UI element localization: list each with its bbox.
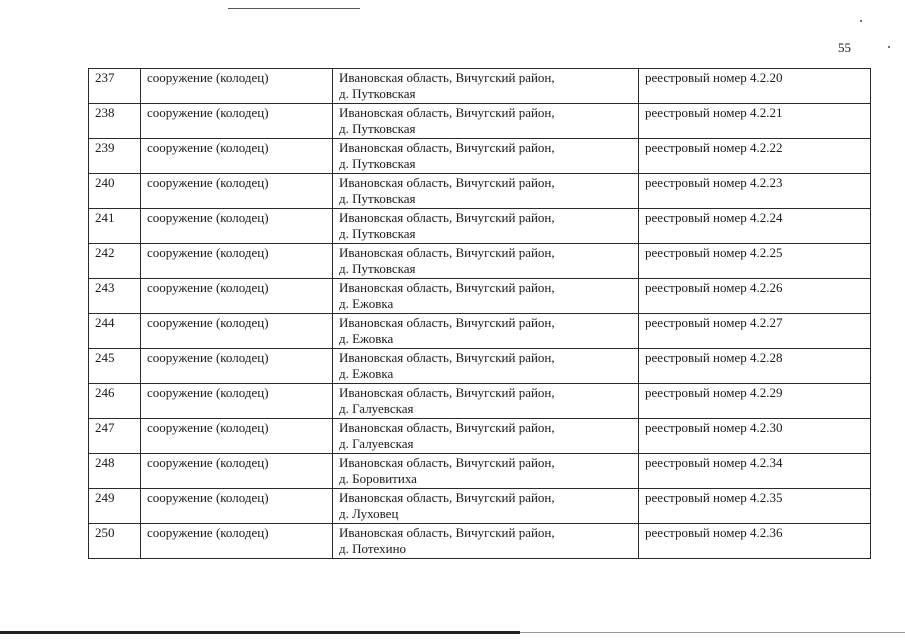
table-row: [89, 244, 871, 279]
address-line-settlement: д. Путковская: [339, 191, 416, 206]
row-number-cell: 240: [89, 174, 141, 209]
row-number-cell: 248: [89, 454, 141, 489]
object-type-cell: сооружение (колодец): [141, 524, 333, 559]
registry-number-cell: реестровый номер 4.2.36: [639, 524, 871, 559]
address-line-region: Ивановская область, Вичугский район,: [339, 350, 555, 365]
registry-number-cell: реестровый номер 4.2.30: [639, 419, 871, 454]
address-line-settlement: д. Галуевская: [339, 436, 414, 451]
object-type-cell: сооружение (колодец): [141, 244, 333, 279]
registry-number-cell: реестровый номер 4.2.25: [639, 244, 871, 279]
address-cell: [333, 524, 639, 559]
registry-number-cell: реестровый номер 4.2.24: [639, 209, 871, 244]
address-line-region: Ивановская область, Вичугский район,: [339, 490, 555, 505]
object-type-cell: сооружение (колодец): [141, 454, 333, 489]
registry-number-cell: реестровый номер 4.2.26: [639, 279, 871, 314]
object-type-cell: сооружение (колодец): [141, 69, 333, 104]
row-number-cell: 244: [89, 314, 141, 349]
registry-number-cell: реестровый номер 4.2.22: [639, 139, 871, 174]
address-line-region: Ивановская область, Вичугский район,: [339, 385, 555, 400]
registry-number-cell: реестровый номер 4.2.23: [639, 174, 871, 209]
table-row: [89, 349, 871, 384]
address-line-region: Ивановская область, Вичугский район,: [339, 315, 555, 330]
bottom-scan-rule: [0, 631, 520, 634]
address-line-settlement: д. Ежовка: [339, 296, 394, 311]
address-line-region: Ивановская область, Вичугский район,: [339, 420, 555, 435]
row-number-cell: 239: [89, 139, 141, 174]
address-cell: [333, 279, 639, 314]
address-line-region: Ивановская область, Вичугский район,: [339, 70, 555, 85]
table-row: [89, 384, 871, 419]
row-number-cell: 250: [89, 524, 141, 559]
object-type-cell: сооружение (колодец): [141, 314, 333, 349]
bottom-scan-rule-thin: [520, 632, 905, 633]
address-line-settlement: д. Путковская: [339, 156, 416, 171]
object-type-cell: сооружение (колодец): [141, 384, 333, 419]
row-number-cell: 241: [89, 209, 141, 244]
object-type-cell: сооружение (колодец): [141, 104, 333, 139]
object-type-cell: сооружение (колодец): [141, 139, 333, 174]
address-line-region: Ивановская область, Вичугский район,: [339, 525, 555, 540]
address-line-settlement: д. Галуевская: [339, 401, 414, 416]
table-row: [89, 524, 871, 559]
registry-number-cell: реестровый номер 4.2.35: [639, 489, 871, 524]
row-number-cell: 249: [89, 489, 141, 524]
address-line-region: Ивановская область, Вичугский район,: [339, 245, 555, 260]
address-line-settlement: д. Ежовка: [339, 331, 394, 346]
address-line-settlement: д. Луховец: [339, 506, 399, 521]
registry-number-cell: реестровый номер 4.2.20: [639, 69, 871, 104]
address-line-settlement: д. Путковская: [339, 261, 416, 276]
address-cell: [333, 69, 639, 104]
address-cell: [333, 384, 639, 419]
row-number-cell: 245: [89, 349, 141, 384]
registry-number-cell: реестровый номер 4.2.29: [639, 384, 871, 419]
registry-number-cell: реестровый номер 4.2.27: [639, 314, 871, 349]
address-cell: [333, 104, 639, 139]
registry-table-body: [89, 69, 871, 559]
registry-number-cell: реестровый номер 4.2.34: [639, 454, 871, 489]
scan-speck: [888, 46, 890, 48]
address-cell: [333, 314, 639, 349]
address-line-region: Ивановская область, Вичугский район,: [339, 455, 555, 470]
table-row: [89, 209, 871, 244]
table-row: [89, 279, 871, 314]
address-cell: [333, 244, 639, 279]
address-line-region: Ивановская область, Вичугский район,: [339, 175, 555, 190]
address-line-settlement: д. Ежовка: [339, 366, 394, 381]
top-scan-rule: [228, 8, 360, 9]
address-cell: [333, 209, 639, 244]
registry-number-cell: реестровый номер 4.2.28: [639, 349, 871, 384]
address-line-settlement: д. Путковская: [339, 121, 416, 136]
object-type-cell: сооружение (колодец): [141, 419, 333, 454]
address-line-region: Ивановская область, Вичугский район,: [339, 140, 555, 155]
row-number-cell: 242: [89, 244, 141, 279]
row-number-cell: 247: [89, 419, 141, 454]
row-number-cell: 238: [89, 104, 141, 139]
address-cell: [333, 419, 639, 454]
address-cell: [333, 174, 639, 209]
table-row: [89, 174, 871, 209]
scan-speck: [860, 20, 862, 22]
row-number-cell: 243: [89, 279, 141, 314]
address-cell: [333, 454, 639, 489]
registry-table: [88, 68, 871, 559]
table-row: [89, 314, 871, 349]
table-row: [89, 139, 871, 174]
table-row: [89, 104, 871, 139]
object-type-cell: сооружение (колодец): [141, 279, 333, 314]
address-line-region: Ивановская область, Вичугский район,: [339, 210, 555, 225]
registry-number-cell: реестровый номер 4.2.21: [639, 104, 871, 139]
table-row: [89, 489, 871, 524]
address-cell: [333, 349, 639, 384]
object-type-cell: сооружение (колодец): [141, 349, 333, 384]
object-type-cell: сооружение (колодец): [141, 209, 333, 244]
address-line-settlement: д. Путковская: [339, 226, 416, 241]
address-line-region: Ивановская область, Вичугский район,: [339, 105, 555, 120]
row-number-cell: 246: [89, 384, 141, 419]
address-line-settlement: д. Боровитиха: [339, 471, 417, 486]
address-line-settlement: д. Путковская: [339, 86, 416, 101]
address-cell: [333, 139, 639, 174]
address-cell: [333, 489, 639, 524]
address-line-region: Ивановская область, Вичугский район,: [339, 280, 555, 295]
table-row: [89, 69, 871, 104]
object-type-cell: сооружение (колодец): [141, 489, 333, 524]
table-row: [89, 419, 871, 454]
object-type-cell: сооружение (колодец): [141, 174, 333, 209]
row-number-cell: 237: [89, 69, 141, 104]
page-number: 55: [838, 40, 851, 55]
address-line-settlement: д. Потехино: [339, 541, 407, 556]
table-row: [89, 454, 871, 489]
